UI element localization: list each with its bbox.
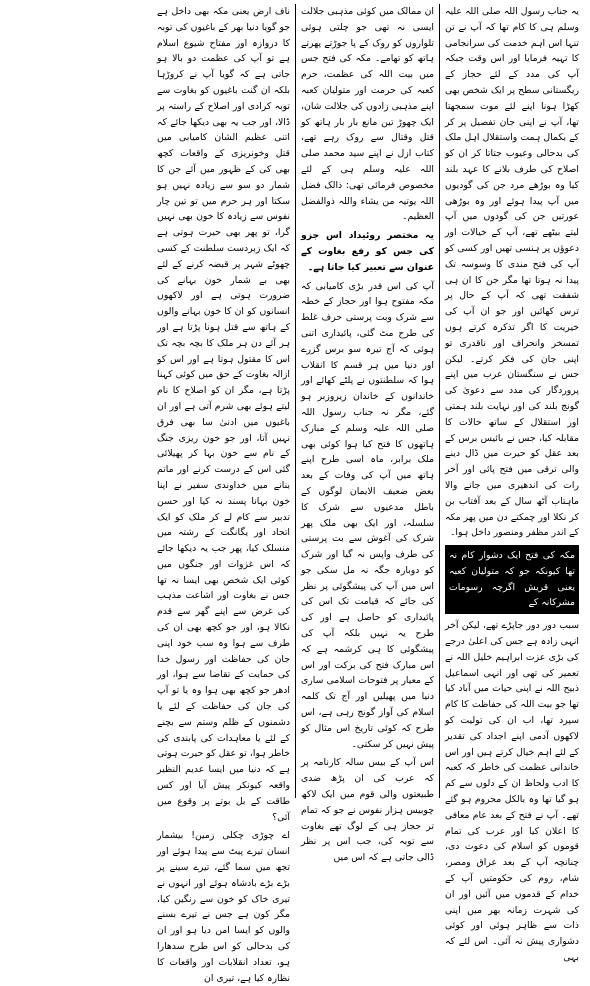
- text-column-middle: [296, 4, 440, 864]
- paragraph: سبب دور دور جاپڑے تھے، لیکن آخر انہی زادہ ہے جس کی اعلیٰ درجے کی بڑی عزت ابراہیم خلیل اللہ نے تعمیر کی تھی اور انہی اسماعیل ذبیح اللہ نے اپنی حیات میں آباد کیا تھا جو بیت اللہ کی حفاظت کا کام سپرد تھا، اب ان کی تولیت کو لاکھوں آدمی اپنے اجداد کی تقدیر کے لئے اہم خیال کرتے ہیں اور اس خاندانی عظمت کی خاطر کہ کعبہ کا ادب ولحاظ ان کے دلوں سے کم ہو گیا تھا وہ بالکل محروم ہو گئے تھے۔ آپ نے فتح کے بعد عام معافی کا اعلان کیا اور عرب کی تمام قوموں کو اسلام کی دعوت دی، چنانچہ آپ کے بعد عراق ومصر، شام، روم کی حکومتیں آپ کے خدام کے قدموں میں آئیں اور ان کی شہرت زمانہ بھر میں اپنی ذات سے ظاہر ہوئی اور کوئی دشواری پیش نہ آئی۔ اس لئے کہ بہی: [445, 620, 579, 964]
- highlight-box-line: مکہ کی فتح ایک دشوار کام نہ تھا کیونکہ جو کہ متولیان کعبہ یعنی قریش اگرچہ رسومات مشرکانہ کے: [449, 550, 575, 609]
- paragraph: یہ جناب رسول اللہ صلی اللہ علیہ وسلم ہی کا کام تھا کہ آپ نے تن تنہا اس اہم خدمت کی سرانجامی کا تہیہ فرمایا اور اس وقت جبکہ آپ کی مدد کے لئے حجاز کے ریگستانی سطح پر ایک شخص بھی کھڑا ہونا اپنے لئے موت سمجھتا تھا، آپ نے اپنی جان تفصیل پر کر کے بکمال ہمت واستقلال اہل ملک کی بدحالی وعیوب جتاتا کر ان کو اصلاح کی طرف بلانے کا عہد بلند کیا وہ بوڑھے مرد جن کی گودیوں میں آپ پیدا ہوئے اور وہ بوڑھی عورتیں جن کی گودوں میں آپ لیتے بیٹھے تھے، آپ کے خیالات اور دعوؤں پر ہنسی تھیں اور کسی کو آپ کی فتح مندی کا وسوسہ تک پیدا نہ ہوتا تھا مگر جن کا ان ہی شفقت تھی کہ آپ کے حال پر ترس کھائیں اور جو ان آپ کی خیریت کا اگر تذکرہ کرتے ہوں تمسخر وانحراف اور ناقدری تو اپنی جان کی فکر کرتے۔ لیکن جس نے سنگستان عرب میں اپنے پروردگار کی مدد سے دعویٰ کی گونج بلند کی اور نہایت بلند ہمتی اور استقلال کے ساتھ حالات کا مقابلہ کیا، جس نے بائیس برس کے بعد عقل کو حیرت میں ڈال دینے والی ترقی میں فتح پائی اور آخر رات کی اندھیری میں جانے والا ماہتاب آٹھ سال کے بعد آفتاب بن کر نکلا اور چمکتے دن میں پھر مکہ کے اندر مظفر ومنصور داخل ہوا۔: [445, 6, 579, 539]
- paragraph: اس آپ کے بیس سالہ کارنامہ پر کہ عرب کی ان پڑھ ضدی طبیعتوں والی قوم میں ایک لاکھ چوبیس ہزار نفوس نے جو کہ تمام تر حجاز ہی کے لوگ تھے بغاوت سے توبہ کی، جب اس پر نظر ڈالی جاتی ہے کہ اس میں: [301, 757, 434, 864]
- paragraph: ناف ارض یعنی مکہ بھی داخل ہے جو گویا دنیا بھر کے باغیوں کی توبہ کا دروازہ اور مفتاح شیوع اسلام ہے تو آپ کی عظمت دو بالا ہو جاتی ہے کہ گویا آپ نے کروڑہا بلکہ ان گنت باغیوں کو بغاوت سے توبہ کرادی اور اصلاح کے راستہ پر ڈالا، اور جب یہ بھی دیکھا جائے کہ اتنی عظیم الشان کامیابی میں قتل وخونریزی کے واقعات کچھ بھی کی کے ظہور میں آئے جن کا شمار دو سو سے زیادہ نہیں ہو سکتا اور ہر حرم میں تو تین چار نفوس سے زیادہ کا خون بھی نہیں گرا، تو پھر بھی حیرت ہوتی ہے کہ ایک زبردست سلطنت کے کسی چھوٹے شہر پر قبضہ کرنے کے لئے بھی بے شمار خون بہانے کی ضرورت ہوتی ہے اور لاکھوں انسانوں کو ان کا خون بہانے والوں کے ہاتھ سے قتل ہونا پڑتا ہے اور ہر آئے دن ہر ملک کا بچہ بچہ تک اس کا مقتول ہوتا ہے اور اس کو ازالہ بغاوت کے حق میں کوئی کہنا پڑتا ہے، مگر ان کو اصلاح کا نام لیتے ہوئے بھی شرم آتی ہے اور ان باغیوں میں ادنیٰ سا بھی فرق نہیں آتا، اور جو خون ریزی جنگ کے نام سے خون بہا کر پھیلائی گئی اس کے درست کرنے اور ماتم بنانے میں خداوندی سفیر نے اپنا خون بہانا پسند نہ کیا اور حسن تدبیر سے کام لے کر ملک کو ایک اتحاد اور یگانگت کے رشتہ میں منسلک کیا، پھر جب یہ دیکھا جائے کہ اس غزوات اور جنگوں میں کوئی ایک شخص بھی ایسا نہ تھا جس نے بغاوت اور اشاعت مذہب کی غرض سے اپنے گھر سے قدم نکالا ہو، اور جو کچھ بھی ان کی طرف سے ہوا وہ سب خود اپنی جان کی حفاظت اور رسول خدا کی حمایت کے تقاضا سے ہوا، اور ادھر جو کچھ بھی ہوا وہ یا تو آپ کی جان کی حفاظت کے لئے یا دشمنوں کے ظلم وستم سے بچنے کے لئے یا معاہدات کی پابندی کی خاطر ہوا، تو عقل کو حیرت ہوتی ہے کہ دنیا میں ایسا عدیم النظیر واقعہ کیونکر پیش آیا اور کس طاقت کے بل بوتے پر وقوع میں آئی؟: [157, 6, 290, 823]
- paragraph: آپ کی اس قدر بڑی کامیابی کہ مکہ مفتوح ہوا اور حجاز کے خطہ سے شرک وبت پرستی حرف غلط کی طرح مٹ گئی، پائیداری اتنی ہوئی کہ آج تیرہ سو برس گزرے اور دنیا میں ہر قسم کا انقلاب ہوا کہ سلطنتوں نے پلٹے کھائے اور خاندانوں کے خاندان زیروزبر ہو گئے، مگر نہ جناب رسول اللہ صلی اللہ علیہ وسلم کے مبارک ہاتھوں کا فتح کیا ہوا کوئی بھی ملک برابر، ماہ اسی طرح اپنے ہاتھ میں آپ کی وفات کے بعد بعض ضعیف الایمان لوگوں کے باطل مدعیوں سے شرک کا سلسلہ، اور ایک بھی ملک پھر شرک کی آغوش سے بت پرستی کی طرف واپس نہ گیا اور شرک کو دوبارہ جگہ نہ مل سکی جو اس میں آپ کی پیشگوئی پر نظر کی جائے کہ قیامت تک اس کی پائیداری کو حاصل ہے اور کی طرح یہ نہیں بلکہ آپ کی پیشگوئی کا ہی کرشمہ ہے کہ اس مبارک فتح کی برکت اور اس کے معیار پر فتوحات اسلامی ساری دنیا میں پھیلیں اور آج تک کلمہ اسلام کی آواز گونج رہی ہے، اس طرح کہ کوئی تاریخ اس مثال کو پیش نہیں کر سکتی۔: [301, 280, 434, 750]
- paragraph: یہ مختصر روئیداد اس جزو کی جس کو رفع بغاوت کے عنوان سے تعبیر کیا جاتا ہے۔: [301, 230, 434, 273]
- paragraph: ان ممالک میں کوئی مذہبی جلالت ایسی نہ تھی جو چلتی ہوئی تلواروں کو روک کے پا جوڑتے پھرتے ہاتھ کو تھامے۔ مکہ کی فتح جس میں بیت اللہ کی عظمت، حرم کعبہ کی حرمت اور متولیان کعبہ اپنے مذہبی زادوں کی جلالت شان، ایک چھوڑ تین مانع بار بار ہاتھ کو قتل وقتال سے روک رہے تھے، کتاب ازل نے اپنے سید محمد صلی اللہ علیہ وسلم ہی کے لئے مخصوص فرمائی تھی: ذالک فضل اللہ یوتیہ من یشاء واللہ ذوالفضل العظیم۔: [301, 6, 434, 223]
- text-column-left: [152, 4, 296, 984]
- paragraph: اے چوڑی چکلی زمین! بیشمار انسان تیرے پیٹ سے پیدا ہوئے اور تجھ میں سما گئے، تیرے سینے پر بڑے بڑے بادشاہ ہوئے اور انہوں نے تیری خاک کو خون سے رنگین کیا، مگر کون ہے جس نے تیرے بسنے والوں کو ایسا امن دیا ہو اور ان کی بدحالی کو اس طرح سدھارا ہو، تعداد انقلابات اور واقعات کا نظارہ کیا ہے، تیری ان: [157, 830, 290, 984]
- highlight-box: [445, 545, 579, 614]
- text-column-right: [440, 4, 584, 964]
